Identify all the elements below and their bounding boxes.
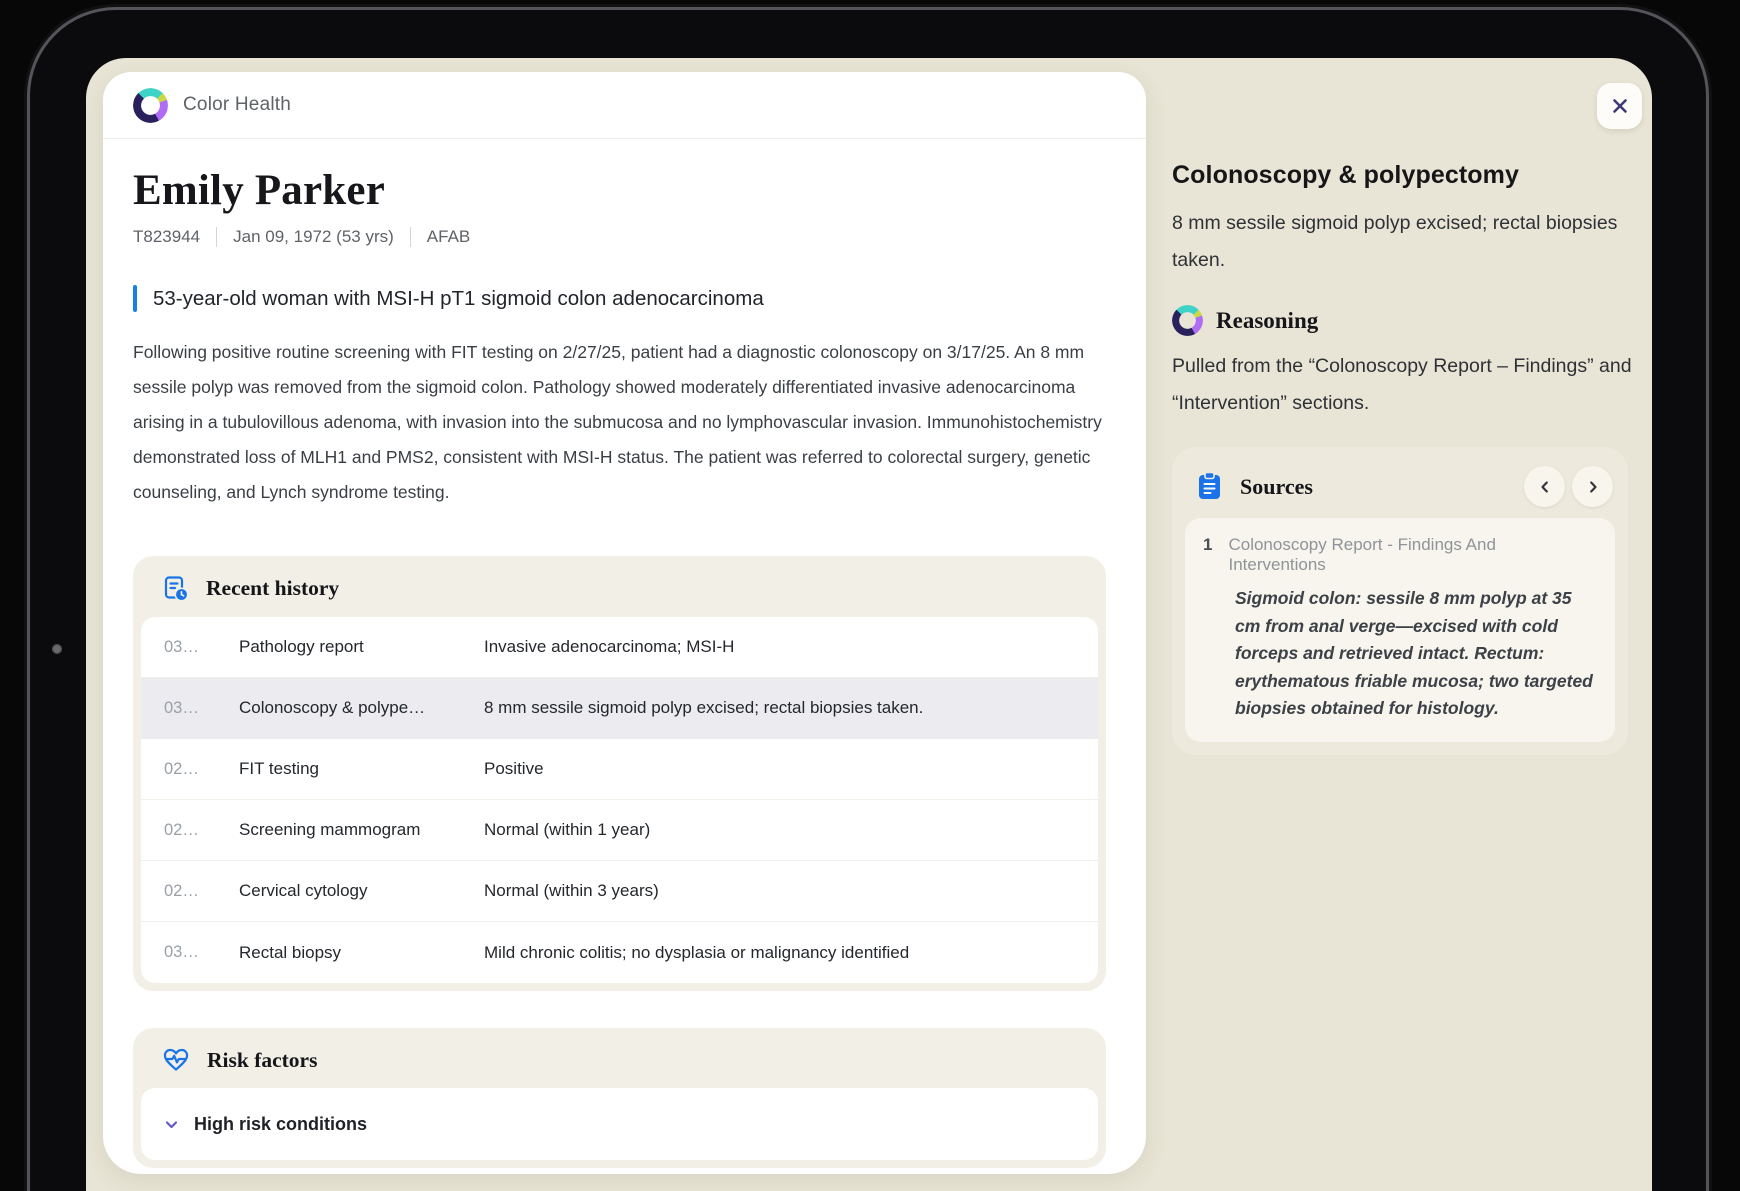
high-risk-conditions-label: High risk conditions (194, 1113, 368, 1134)
recent-history-header (141, 556, 1098, 617)
history-name: Cervical cytology (239, 881, 368, 900)
source-doc-title: Colonoscopy Report - Findings And Interventions (1228, 535, 1496, 574)
headline-text: 53-year-old woman with MSI-H pT1 sigmoid colon adenocarcinoma (153, 286, 764, 310)
history-row[interactable] (141, 922, 1098, 983)
chevron-left-icon (1538, 480, 1552, 494)
history-name: Rectal biopsy (239, 942, 342, 962)
risk-factors-title: Risk factors (207, 1047, 318, 1072)
patient-name: Emily Parker (133, 167, 385, 214)
patient-sex: AFAB (426, 227, 471, 246)
history-name: Screening mammogram (239, 820, 421, 839)
detail-title: Colonoscopy & polypectomy (1172, 161, 1519, 189)
sources-title: Sources (1240, 473, 1313, 499)
brand-name: Color Health (183, 94, 292, 115)
high-risk-conditions-expander[interactable] (141, 1088, 1098, 1160)
color-health-logo-icon (133, 88, 168, 123)
sources-card (1172, 447, 1628, 755)
recent-history-title: Recent history (206, 576, 340, 600)
history-name: FIT testing (239, 759, 319, 778)
history-value: 8 mm sessile sigmoid polyp excised; rectal biopsies taken. (484, 698, 924, 717)
history-row[interactable] (141, 617, 1098, 678)
patient-id: T823944 (133, 227, 201, 246)
divider (410, 227, 411, 247)
case-headline (133, 285, 1106, 312)
divider (216, 227, 217, 247)
headline-accent-bar (133, 285, 137, 312)
source-quote: Sigmoid colon: sessile 8 mm polyp at 35 cm from anal verge—excised with cold forceps and retrieved intact. Rectum: erythematous friable mucosa; two targeted biopsies obtained for histology. (1235, 588, 1593, 718)
risk-factors-card (141, 1088, 1098, 1160)
sources-prev-button[interactable] (1524, 466, 1565, 507)
history-date: 02… (164, 759, 199, 778)
chevron-right-icon (1586, 480, 1600, 494)
risk-factors-section (133, 1028, 1106, 1168)
history-value: Normal (within 1 year) (484, 820, 651, 839)
history-date: 03… (164, 698, 199, 717)
document-clock-icon (162, 575, 189, 602)
app-header (103, 72, 1146, 139)
patient-dob: Jan 09, 1972 (53 yrs) (233, 227, 394, 246)
history-date: 03… (164, 637, 199, 656)
sources-header (1185, 459, 1615, 518)
history-value: Invasive adenocarcinoma; MSI-H (484, 637, 735, 656)
color-health-logo-icon (1172, 305, 1203, 336)
history-row[interactable] (141, 861, 1098, 922)
detail-description: 8 mm sessile sigmoid polyp excised; rectal biopsies taken. (1172, 212, 1618, 271)
history-row-selected[interactable] (141, 678, 1098, 739)
history-name: Pathology report (239, 637, 364, 656)
history-row[interactable] (141, 739, 1098, 800)
history-name: Colonoscopy & polype… (239, 698, 426, 717)
history-date: 03… (164, 943, 199, 961)
case-summary-paragraph: Following positive routine screening with FIT testing on 2/27/25, patient had a diagnostic colonoscopy on 3/17/25. An 8 mm sessile polyp was removed from the sigmoid colon. Pathology showed moderately differentiated invasive adenocarcinoma arising in a tubulovillous adenoma, with invasion into the submucosa and no lymphovascular invasion. Immunohistochemistry demonstrated loss of MLH1 and PMS2, consistent with MSI-H status. The patient was referred to colorectal surgery, genetic counseling, and Lynch syndrome testing. (133, 342, 1102, 502)
recent-history-section (133, 556, 1106, 991)
close-icon (1610, 96, 1630, 116)
patient-card (103, 72, 1146, 1174)
history-date: 02… (164, 881, 199, 900)
clipboard-icon (1195, 471, 1224, 502)
history-row[interactable] (141, 800, 1098, 861)
risk-factors-header (141, 1028, 1098, 1088)
patient-summary-body (103, 166, 1146, 1168)
history-value: Mild chronic colitis; no dysplasia or malignancy identified (484, 942, 910, 962)
detail-panel (1172, 161, 1634, 755)
history-date: 02… (164, 820, 199, 839)
sources-pagination (1524, 466, 1613, 507)
chevron-down-icon (163, 1116, 180, 1133)
recent-history-table (141, 617, 1098, 983)
source-index: 1 (1203, 535, 1213, 554)
history-value: Positive (484, 759, 544, 778)
heart-pulse-icon (162, 1047, 190, 1073)
app-screen (86, 58, 1652, 1191)
sources-next-button[interactable] (1572, 466, 1613, 507)
reasoning-title: Reasoning (1216, 307, 1319, 333)
close-button[interactable] (1597, 83, 1642, 129)
source-title-row (1203, 535, 1595, 575)
reasoning-text: Pulled from the “Colonoscopy Report – Findings” and “Intervention” sections. (1172, 355, 1632, 414)
history-value: Normal (within 3 years) (484, 881, 659, 900)
tablet-side-button (52, 644, 62, 654)
patient-demographics (133, 227, 1106, 247)
reasoning-header (1172, 305, 1634, 336)
source-item[interactable] (1185, 518, 1615, 742)
